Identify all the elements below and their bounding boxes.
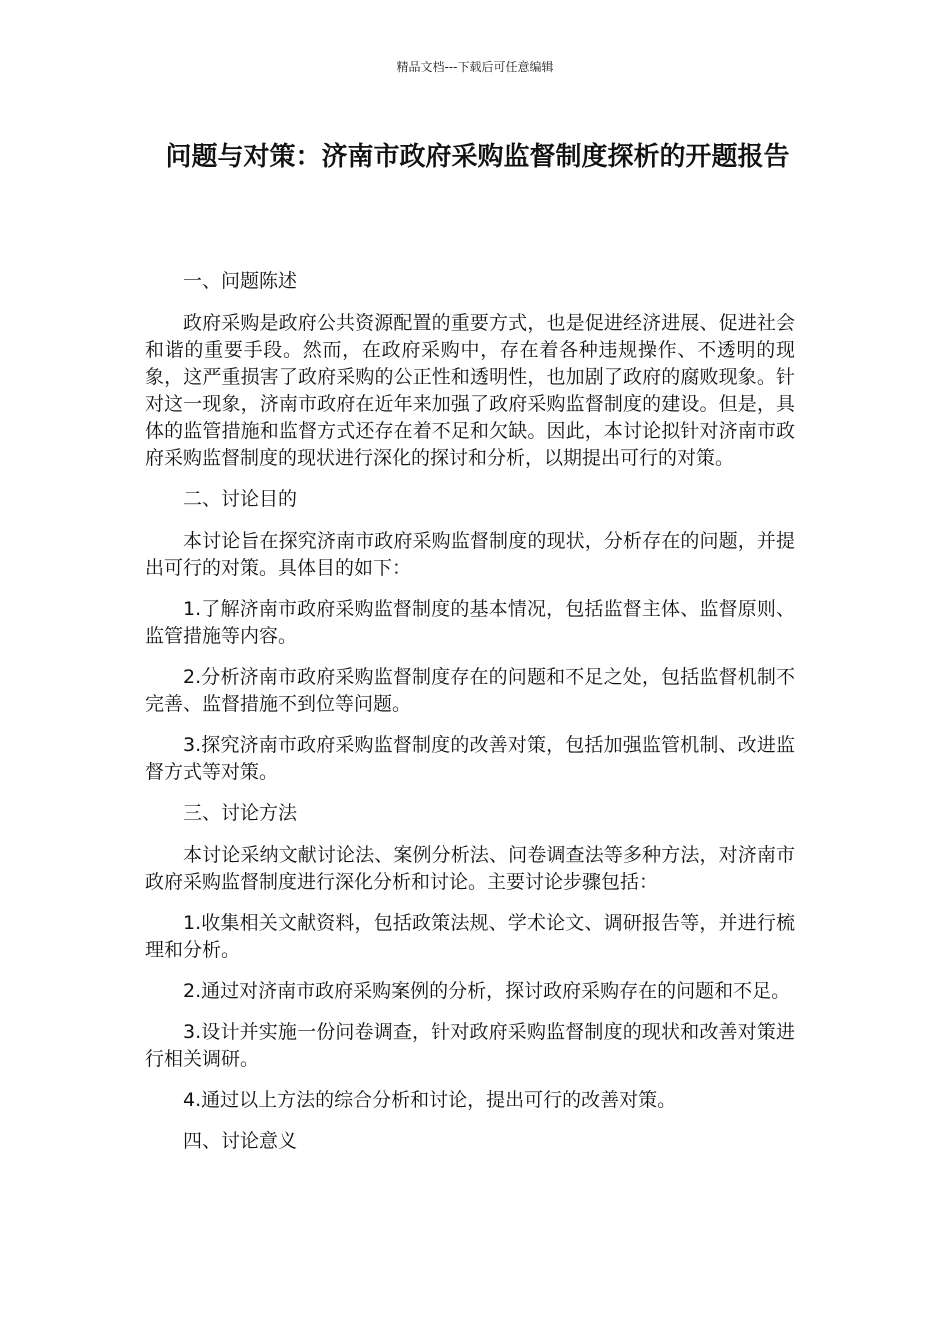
section-3-paragraph: 本讨论采纳文献讨论法、案例分析法、问卷调查法等多种方法，对济南市政府采购监督制度进行深化分析和讨论。主要讨论步骤包括：: [145, 844, 795, 893]
section-2-item-1: 1.了解济南市政府采购监督制度的基本情况，包括监督主体、监督原则、监管措施等内容。: [145, 598, 795, 647]
section-2-paragraph: 本讨论旨在探究济南市政府采购监督制度的现状，分析存在的问题，并提出可行的对策。具体目的如下：: [145, 530, 795, 579]
section-2-item-2: 2.分析济南市政府采购监督制度存在的问题和不足之处，包括监督机制不完善、监督措施不到位等问题。: [145, 666, 795, 715]
header-note: 精品文档---下载后可任意编辑: [396, 60, 554, 74]
document-title: 问题与对策：济南市政府采购监督制度探析的开题报告: [165, 142, 790, 172]
section-2-item-3: 3.探究济南市政府采购监督制度的改善对策，包括加强监管机制、改进监督方式等对策。: [145, 734, 795, 783]
section-3-item-4: 4.通过以上方法的综合分析和讨论，提出可行的改善对策。: [183, 1089, 677, 1111]
document-body: [145, 268, 795, 1170]
section-heading-3: 三、讨论方法: [183, 802, 298, 824]
section-1-paragraph: 政府采购是政府公共资源配置的重要方式，也是促进经济进展、促进社会和谐的重要手段。然而，在政府采购中，存在着各种违规操作、不透明的现象，这严重损害了政府采购的公正性和透明性，也加剧了政府的腐败现象。针对这一现象，济南市政府在近年来加强了政府采购监督制度的建设。但是，具体的监管措施和监督方式还存在着不足和欠缺。因此，本讨论拟针对济南市政府采购监督制度的现状进行深化的探讨和分析，以期提出可行的对策。: [145, 312, 795, 469]
section-3-item-2: 2.通过对济南市政府采购案例的分析，探讨政府采购存在的问题和不足。: [183, 980, 791, 1002]
section-3-item-3: 3.设计并实施一份问卷调查，针对政府采购监督制度的现状和改善对策进行相关调研。: [145, 1021, 795, 1070]
section-3-item-1: 1.收集相关文献资料，包括政策法规、学术论文、调研报告等，并进行梳理和分析。: [145, 912, 795, 961]
section-heading-1: 一、问题陈述: [183, 270, 298, 292]
section-heading-4: 四、讨论意义: [183, 1130, 298, 1152]
section-heading-2: 二、讨论目的: [183, 488, 298, 510]
